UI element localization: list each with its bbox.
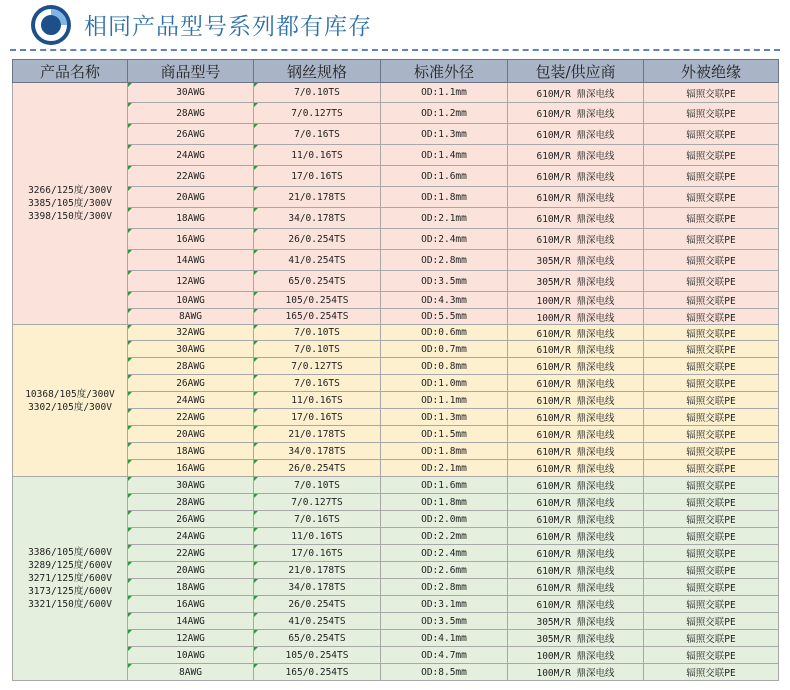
insulation-cell: 辐照交联PE	[644, 494, 779, 511]
model-cell: 32AWG	[128, 325, 254, 341]
packaging-cell: 305M/R 鼎深电线	[508, 613, 644, 630]
header-outer-diameter: 标准外径	[381, 60, 508, 83]
insulation-cell: 辐照交联PE	[644, 325, 779, 341]
insulation-cell: 辐照交联PE	[644, 124, 779, 145]
outer-diameter-cell: OD:2.4mm	[381, 545, 508, 562]
spec-cell: 11/0.16TS	[254, 145, 381, 166]
table-row	[13, 511, 779, 528]
outer-diameter-cell: OD:2.0mm	[381, 511, 508, 528]
outer-diameter-cell: OD:1.3mm	[381, 124, 508, 145]
outer-diameter-cell: OD:5.5mm	[381, 309, 508, 325]
spec-cell: 7/0.16TS	[254, 511, 381, 528]
packaging-cell: 610M/R 鼎深电线	[508, 545, 644, 562]
packaging-cell: 610M/R 鼎深电线	[508, 83, 644, 103]
packaging-cell: 100M/R 鼎深电线	[508, 292, 644, 309]
header-model: 商品型号	[128, 60, 254, 83]
spec-cell: 7/0.16TS	[254, 124, 381, 145]
product-name-line: 3266/125度/300V	[28, 185, 112, 196]
table-row	[13, 647, 779, 664]
insulation-cell: 辐照交联PE	[644, 460, 779, 477]
table-row	[13, 83, 779, 103]
spec-cell: 34/0.178TS	[254, 579, 381, 596]
outer-diameter-cell: OD:1.0mm	[381, 375, 508, 392]
header-packaging-supplier: 包装/供应商	[508, 60, 644, 83]
model-cell: 30AWG	[128, 477, 254, 494]
outer-diameter-cell: OD:0.6mm	[381, 325, 508, 341]
outer-diameter-cell: OD:1.1mm	[381, 392, 508, 409]
model-cell: 28AWG	[128, 494, 254, 511]
spec-cell: 165/0.254TS	[254, 309, 381, 325]
model-cell: 22AWG	[128, 409, 254, 426]
packaging-cell: 610M/R 鼎深电线	[508, 494, 644, 511]
model-cell: 12AWG	[128, 271, 254, 292]
outer-diameter-cell: OD:2.8mm	[381, 250, 508, 271]
model-cell: 16AWG	[128, 229, 254, 250]
model-cell: 30AWG	[128, 83, 254, 103]
table-row	[13, 494, 779, 511]
packaging-cell: 610M/R 鼎深电线	[508, 229, 644, 250]
product-name-line: 3398/150度/300V	[28, 211, 112, 222]
table-row	[13, 145, 779, 166]
model-cell: 22AWG	[128, 545, 254, 562]
outer-diameter-cell: OD:1.5mm	[381, 426, 508, 443]
model-cell: 28AWG	[128, 103, 254, 124]
outer-diameter-cell: OD:4.3mm	[381, 292, 508, 309]
table-row	[13, 208, 779, 229]
table-row	[13, 187, 779, 208]
product-name-line: 3271/125度/600V	[28, 573, 112, 584]
packaging-cell: 610M/R 鼎深电线	[508, 409, 644, 426]
insulation-cell: 辐照交联PE	[644, 409, 779, 426]
insulation-cell: 辐照交联PE	[644, 83, 779, 103]
packaging-cell: 610M/R 鼎深电线	[508, 358, 644, 375]
spec-cell: 7/0.10TS	[254, 477, 381, 494]
spec-cell: 65/0.254TS	[254, 630, 381, 647]
model-cell: 14AWG	[128, 250, 254, 271]
outer-diameter-cell: OD:2.2mm	[381, 528, 508, 545]
model-cell: 26AWG	[128, 124, 254, 145]
outer-diameter-cell: OD:8.5mm	[381, 664, 508, 681]
packaging-cell: 610M/R 鼎深电线	[508, 325, 644, 341]
outer-diameter-cell: OD:2.8mm	[381, 579, 508, 596]
product-name-line: 10368/105度/300V	[25, 388, 115, 400]
outer-diameter-cell: OD:1.8mm	[381, 443, 508, 460]
packaging-cell: 100M/R 鼎深电线	[508, 664, 644, 681]
insulation-cell: 辐照交联PE	[644, 309, 779, 325]
outer-diameter-cell: OD:1.2mm	[381, 103, 508, 124]
table-row	[13, 443, 779, 460]
header-product-name: 产品名称	[13, 60, 128, 83]
packaging-cell: 610M/R 鼎深电线	[508, 579, 644, 596]
ring-logo-icon	[30, 4, 72, 46]
model-cell: 10AWG	[128, 647, 254, 664]
packaging-cell: 305M/R 鼎深电线	[508, 630, 644, 647]
product-name-line: 3173/125度/600V	[28, 586, 112, 597]
insulation-cell: 辐照交联PE	[644, 579, 779, 596]
table-row	[13, 630, 779, 647]
insulation-cell: 辐照交联PE	[644, 630, 779, 647]
packaging-cell: 610M/R 鼎深电线	[508, 460, 644, 477]
table-row	[13, 562, 779, 579]
spec-cell: 105/0.254TS	[254, 647, 381, 664]
model-cell: 8AWG	[128, 309, 254, 325]
packaging-cell: 610M/R 鼎深电线	[508, 528, 644, 545]
insulation-cell: 辐照交联PE	[644, 477, 779, 494]
insulation-cell: 辐照交联PE	[644, 229, 779, 250]
spec-cell: 41/0.254TS	[254, 250, 381, 271]
spec-cell: 11/0.16TS	[254, 528, 381, 545]
packaging-cell: 610M/R 鼎深电线	[508, 562, 644, 579]
spec-cell: 21/0.178TS	[254, 187, 381, 208]
insulation-cell: 辐照交联PE	[644, 562, 779, 579]
table-row	[13, 250, 779, 271]
spec-cell: 65/0.254TS	[254, 271, 381, 292]
spec-cell: 105/0.254TS	[254, 292, 381, 309]
product-name-line: 3385/105度/300V	[28, 198, 112, 209]
insulation-cell: 辐照交联PE	[644, 166, 779, 187]
insulation-cell: 辐照交联PE	[644, 528, 779, 545]
insulation-cell: 辐照交联PE	[644, 426, 779, 443]
insulation-cell: 辐照交联PE	[644, 145, 779, 166]
packaging-cell: 610M/R 鼎深电线	[508, 166, 644, 187]
product-name-cell	[13, 83, 128, 325]
packaging-cell: 610M/R 鼎深电线	[508, 392, 644, 409]
table-row	[13, 292, 779, 309]
table-header-row	[13, 60, 779, 83]
spec-cell: 7/0.127TS	[254, 103, 381, 124]
spec-cell: 17/0.16TS	[254, 545, 381, 562]
model-cell: 20AWG	[128, 187, 254, 208]
packaging-cell: 610M/R 鼎深电线	[508, 208, 644, 229]
table-row	[13, 166, 779, 187]
dashed-divider	[10, 49, 780, 51]
table-row	[13, 229, 779, 250]
table-row	[13, 613, 779, 630]
insulation-cell: 辐照交联PE	[644, 664, 779, 681]
model-cell: 16AWG	[128, 596, 254, 613]
outer-diameter-cell: OD:3.1mm	[381, 596, 508, 613]
page-title: 相同产品型号系列都有库存	[84, 14, 372, 40]
model-cell: 8AWG	[128, 664, 254, 681]
table-row	[13, 124, 779, 145]
page-header	[0, 0, 790, 52]
outer-diameter-cell: OD:1.3mm	[381, 409, 508, 426]
model-cell: 10AWG	[128, 292, 254, 309]
model-cell: 18AWG	[128, 443, 254, 460]
insulation-cell: 辐照交联PE	[644, 341, 779, 358]
table-row	[13, 528, 779, 545]
product-name-line: 3302/105度/300V	[28, 401, 112, 413]
spec-cell: 7/0.127TS	[254, 358, 381, 375]
outer-diameter-cell: OD:2.4mm	[381, 229, 508, 250]
table-row	[13, 309, 779, 325]
insulation-cell: 辐照交联PE	[644, 271, 779, 292]
insulation-cell: 辐照交联PE	[644, 647, 779, 664]
header-wire-spec: 钢丝规格	[254, 60, 381, 83]
insulation-cell: 辐照交联PE	[644, 613, 779, 630]
model-cell: 30AWG	[128, 341, 254, 358]
packaging-cell: 610M/R 鼎深电线	[508, 443, 644, 460]
product-name-cell	[13, 325, 128, 477]
table-row	[13, 460, 779, 477]
table-row	[13, 375, 779, 392]
spec-cell: 34/0.178TS	[254, 208, 381, 229]
table-row	[13, 579, 779, 596]
outer-diameter-cell: OD:1.1mm	[381, 83, 508, 103]
model-cell: 24AWG	[128, 145, 254, 166]
table-row	[13, 545, 779, 562]
table-row	[13, 358, 779, 375]
model-cell: 20AWG	[128, 426, 254, 443]
outer-diameter-cell: OD:3.5mm	[381, 271, 508, 292]
insulation-cell: 辐照交联PE	[644, 596, 779, 613]
packaging-cell: 100M/R 鼎深电线	[508, 647, 644, 664]
product-name-line: 3386/105度/600V	[28, 547, 112, 558]
insulation-cell: 辐照交联PE	[644, 545, 779, 562]
table-row	[13, 596, 779, 613]
spec-cell: 26/0.254TS	[254, 596, 381, 613]
insulation-cell: 辐照交联PE	[644, 208, 779, 229]
model-cell: 26AWG	[128, 375, 254, 392]
model-cell: 18AWG	[128, 579, 254, 596]
insulation-cell: 辐照交联PE	[644, 443, 779, 460]
model-cell: 26AWG	[128, 511, 254, 528]
outer-diameter-cell: OD:0.7mm	[381, 341, 508, 358]
outer-diameter-cell: OD:4.1mm	[381, 630, 508, 647]
model-cell: 16AWG	[128, 460, 254, 477]
packaging-cell: 610M/R 鼎深电线	[508, 596, 644, 613]
packaging-cell: 610M/R 鼎深电线	[508, 145, 644, 166]
model-cell: 24AWG	[128, 528, 254, 545]
insulation-cell: 辐照交联PE	[644, 511, 779, 528]
table-row	[13, 341, 779, 358]
model-cell: 24AWG	[128, 392, 254, 409]
packaging-cell: 100M/R 鼎深电线	[508, 309, 644, 325]
outer-diameter-cell: OD:1.8mm	[381, 187, 508, 208]
packaging-cell: 610M/R 鼎深电线	[508, 511, 644, 528]
product-table	[12, 59, 779, 681]
model-cell: 18AWG	[128, 208, 254, 229]
model-cell: 14AWG	[128, 613, 254, 630]
spec-cell: 21/0.178TS	[254, 426, 381, 443]
spec-cell: 7/0.127TS	[254, 494, 381, 511]
spec-cell: 7/0.10TS	[254, 83, 381, 103]
product-name-line: 3289/125度/600V	[28, 560, 112, 571]
spec-cell: 26/0.254TS	[254, 460, 381, 477]
product-name-cell	[13, 477, 128, 681]
insulation-cell: 辐照交联PE	[644, 358, 779, 375]
spec-cell: 41/0.254TS	[254, 613, 381, 630]
packaging-cell: 610M/R 鼎深电线	[508, 341, 644, 358]
packaging-cell: 610M/R 鼎深电线	[508, 375, 644, 392]
spec-cell: 17/0.16TS	[254, 166, 381, 187]
table-row	[13, 271, 779, 292]
header-insulation: 外被绝缘	[644, 60, 779, 83]
spec-cell: 34/0.178TS	[254, 443, 381, 460]
insulation-cell: 辐照交联PE	[644, 392, 779, 409]
table-row	[13, 392, 779, 409]
packaging-cell: 610M/R 鼎深电线	[508, 426, 644, 443]
product-name-line: 3321/150度/600V	[28, 599, 112, 610]
outer-diameter-cell: OD:1.8mm	[381, 494, 508, 511]
model-cell: 22AWG	[128, 166, 254, 187]
packaging-cell: 610M/R 鼎深电线	[508, 103, 644, 124]
spec-cell: 7/0.10TS	[254, 341, 381, 358]
outer-diameter-cell: OD:2.1mm	[381, 208, 508, 229]
table-row	[13, 325, 779, 341]
packaging-cell: 610M/R 鼎深电线	[508, 477, 644, 494]
table-row	[13, 664, 779, 681]
outer-diameter-cell: OD:1.6mm	[381, 166, 508, 187]
insulation-cell: 辐照交联PE	[644, 250, 779, 271]
insulation-cell: 辐照交联PE	[644, 187, 779, 208]
outer-diameter-cell: OD:3.5mm	[381, 613, 508, 630]
packaging-cell: 610M/R 鼎深电线	[508, 187, 644, 208]
table-row	[13, 477, 779, 494]
outer-diameter-cell: OD:2.6mm	[381, 562, 508, 579]
model-cell: 12AWG	[128, 630, 254, 647]
model-cell: 28AWG	[128, 358, 254, 375]
spec-cell: 7/0.16TS	[254, 375, 381, 392]
outer-diameter-cell: OD:4.7mm	[381, 647, 508, 664]
spec-cell: 21/0.178TS	[254, 562, 381, 579]
spec-cell: 26/0.254TS	[254, 229, 381, 250]
packaging-cell: 610M/R 鼎深电线	[508, 124, 644, 145]
outer-diameter-cell: OD:1.4mm	[381, 145, 508, 166]
spec-cell: 7/0.10TS	[254, 325, 381, 341]
table-row	[13, 103, 779, 124]
spec-cell: 11/0.16TS	[254, 392, 381, 409]
model-cell: 20AWG	[128, 562, 254, 579]
insulation-cell: 辐照交联PE	[644, 292, 779, 309]
packaging-cell: 305M/R 鼎深电线	[508, 250, 644, 271]
table-row	[13, 409, 779, 426]
table-row	[13, 426, 779, 443]
outer-diameter-cell: OD:1.6mm	[381, 477, 508, 494]
insulation-cell: 辐照交联PE	[644, 103, 779, 124]
outer-diameter-cell: OD:2.1mm	[381, 460, 508, 477]
spec-cell: 165/0.254TS	[254, 664, 381, 681]
insulation-cell: 辐照交联PE	[644, 375, 779, 392]
outer-diameter-cell: OD:0.8mm	[381, 358, 508, 375]
spec-cell: 17/0.16TS	[254, 409, 381, 426]
packaging-cell: 305M/R 鼎深电线	[508, 271, 644, 292]
